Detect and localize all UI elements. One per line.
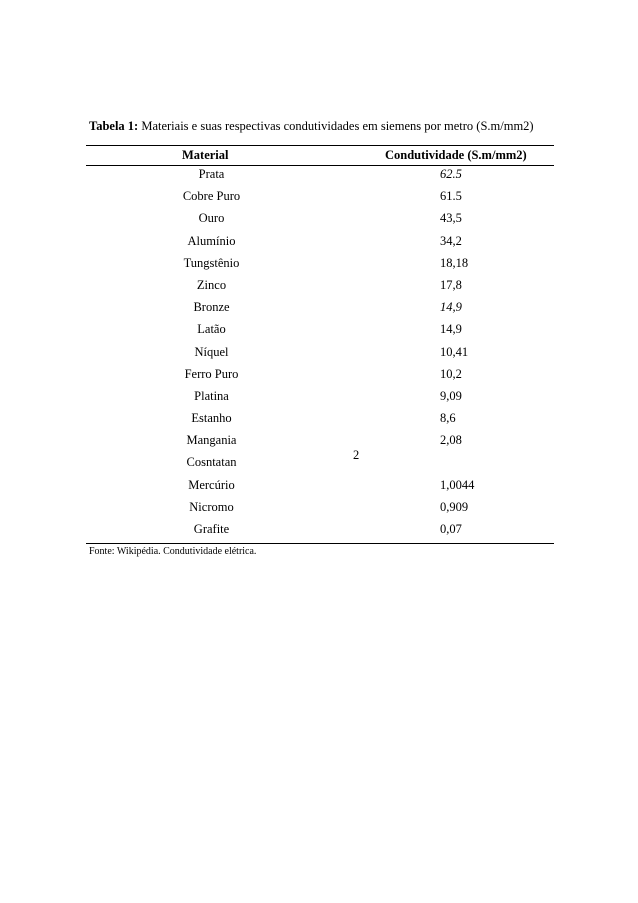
conductivity-cell: 10,2	[440, 366, 462, 381]
stray-value-cell: 2	[353, 448, 360, 463]
conductivity-cell: 18,18	[440, 255, 469, 270]
conductivity-cell: 14,9	[440, 300, 462, 315]
material-cell: Bronze	[193, 300, 230, 315]
material-cell: Tungstênio	[183, 255, 240, 270]
caption-label: Tabela 1:	[89, 119, 139, 133]
table-row	[0, 210, 638, 232]
table-row	[0, 321, 638, 343]
conductivity-cell: 34,2	[440, 233, 462, 248]
conductivity-cell: 0,07	[440, 522, 462, 536]
table-row	[0, 255, 638, 277]
table-row	[0, 166, 638, 188]
caption-text: Materiais e suas respectivas condutividades em siemens por metro (S.m/mm2)	[138, 119, 534, 133]
material-cell: Grafite	[193, 522, 230, 536]
conductivity-cell: 1,0044	[440, 477, 475, 492]
conductivity-cell: 62.5	[440, 167, 462, 181]
material-cell: Ouro	[198, 211, 225, 226]
material-cell: Latão	[197, 322, 226, 337]
material-cell: Mercúrio	[188, 477, 235, 492]
table-body	[0, 166, 638, 543]
table-row	[0, 366, 638, 388]
table-row	[0, 499, 638, 521]
conductivity-cell: 10,41	[440, 344, 469, 359]
table-row	[0, 299, 638, 321]
conductivity-cell: 14,9	[440, 322, 462, 337]
table-row	[0, 448, 638, 476]
conductivity-cell: 8,6	[440, 411, 456, 426]
material-cell: Cosntatan	[186, 455, 237, 470]
material-cell: Nicromo	[189, 499, 234, 514]
table-row	[0, 521, 638, 543]
table-top-rule	[86, 145, 554, 146]
material-cell: Cobre Puro	[182, 189, 241, 204]
table-row	[0, 233, 638, 255]
table-row	[0, 410, 638, 432]
conductivity-cell: 9,09	[440, 388, 462, 403]
conductivity-cell: 2,08	[440, 433, 462, 448]
conductivity-cell: 61.5	[440, 189, 462, 204]
table-row	[0, 388, 638, 410]
table-row	[0, 277, 638, 299]
conductivity-cell: 17,8	[440, 277, 462, 292]
table-row	[0, 432, 638, 454]
conductivity-cell: 0,909	[440, 499, 469, 514]
material-cell: Zinco	[196, 277, 227, 292]
table-row	[0, 477, 638, 499]
conductivity-cell: 43,5	[440, 211, 462, 226]
header-material: Material	[182, 148, 229, 162]
table-caption	[89, 118, 569, 134]
material-cell: Ferro Puro	[184, 366, 239, 381]
table-row	[0, 344, 638, 366]
table-row	[0, 188, 638, 210]
material-cell: Níquel	[194, 344, 229, 359]
material-cell: Alumínio	[187, 233, 236, 248]
material-cell: Mangania	[186, 433, 237, 448]
material-cell: Platina	[194, 388, 229, 403]
material-cell: Estanho	[191, 411, 232, 426]
material-cell: Prata	[198, 167, 225, 181]
table-source: Fonte: Wikipédia. Condutividade elétrica.	[89, 546, 257, 557]
header-conductivity: Condutividade (S.m/mm2)	[385, 148, 527, 162]
